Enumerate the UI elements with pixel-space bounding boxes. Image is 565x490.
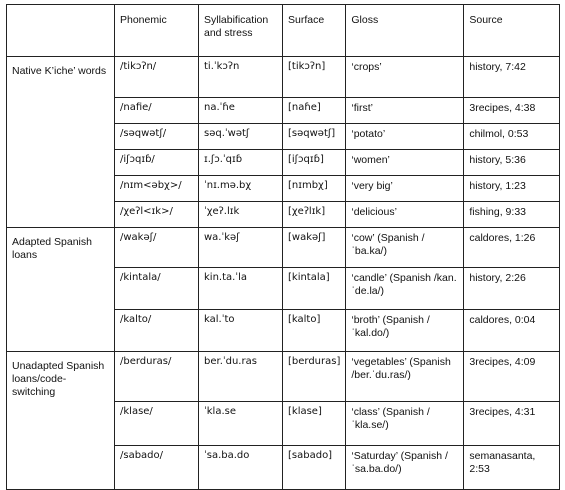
source-cell: 3recipes, 4:38: [464, 98, 560, 124]
header-source: Source: [464, 5, 560, 57]
surface-cell: [iʃɔqɪɓ]: [283, 150, 346, 176]
header-gloss: Gloss: [346, 5, 464, 57]
surface-cell: [nɪmbχ]: [283, 176, 346, 202]
source-cell: fishing, 9:33: [464, 202, 560, 228]
table-row: [7, 57, 560, 98]
source-cell: history, 5:36: [464, 150, 560, 176]
source-cell: 3recipes, 4:31: [464, 402, 560, 446]
source-cell: history, 1:23: [464, 176, 560, 202]
source-cell: semanasanta, 2:53: [464, 446, 560, 490]
source-cell: history, 2:26: [464, 268, 560, 310]
source-cell: chilmol, 0:53: [464, 124, 560, 150]
syllab-cell: ˈχeʔ.lɪk: [199, 202, 283, 228]
header-phonemic: Phonemic: [115, 5, 199, 57]
phonemic-cell: /kintala/: [115, 268, 199, 310]
phonemic-cell: /kalto/: [115, 310, 199, 352]
syllab-cell: ɪ.ʃɔ.ˈqɪɓ: [199, 150, 283, 176]
phonemic-cell: /berduras/: [115, 352, 199, 402]
surface-cell: [wakəʃ]: [283, 228, 346, 268]
syllab-cell: na.ˈɦe: [199, 98, 283, 124]
syllab-cell: ti.ˈkɔʔn: [199, 57, 283, 98]
phonemic-cell: /wakəʃ/: [115, 228, 199, 268]
gloss-cell: ‘Saturday’ (Spanish /ˈsa.ba.do/): [346, 446, 464, 490]
syllab-cell: ber.ˈdu.ras: [199, 352, 283, 402]
syllab-cell: səq.ˈwətʃ: [199, 124, 283, 150]
surface-cell: [kalto]: [283, 310, 346, 352]
category-native: Native K’iche’ words: [7, 57, 115, 228]
source-cell: caldores, 1:26: [464, 228, 560, 268]
category-unadapted: Unadapted Spanish loans/code-switching: [7, 352, 115, 490]
gloss-cell: ‘potato’: [346, 124, 464, 150]
header-syllabification: Syllabification and stress: [199, 5, 283, 57]
surface-cell: [tikɔʔn]: [283, 57, 346, 98]
gloss-cell: ‘crops’: [346, 57, 464, 98]
surface-cell: [klase]: [283, 402, 346, 446]
surface-cell: [naɦe]: [283, 98, 346, 124]
gloss-cell: ‘first’: [346, 98, 464, 124]
phonemic-cell: /klase/: [115, 402, 199, 446]
phonemic-cell: /χeʔl<ɪk>/: [115, 202, 199, 228]
syllab-cell: ˈnɪ.mə.bχ: [199, 176, 283, 202]
gloss-cell: ‘class’ (Spanish /ˈkla.se/): [346, 402, 464, 446]
surface-cell: [sabado]: [283, 446, 346, 490]
source-cell: history, 7:42: [464, 57, 560, 98]
surface-cell: [χeʔlɪk]: [283, 202, 346, 228]
category-adapted: Adapted Spanish loans: [7, 228, 115, 352]
source-cell: caldores, 0:04: [464, 310, 560, 352]
gloss-cell: ‘vegetables’ (Spanish /ber.ˈdu.ras/): [346, 352, 464, 402]
gloss-cell: ‘broth’ (Spanish /ˈkal.do/): [346, 310, 464, 352]
header-row: [7, 5, 560, 57]
surface-cell: [berduras]: [283, 352, 346, 402]
header-surface: Surface: [283, 5, 346, 57]
source-cell: 3recipes, 4:09: [464, 352, 560, 402]
gloss-cell: ‘candle’ (Spanish /kan.ˈde.la/): [346, 268, 464, 310]
syllab-cell: kin.ta.ˈla: [199, 268, 283, 310]
syllab-cell: wa.ˈkəʃ: [199, 228, 283, 268]
surface-cell: [kintala]: [283, 268, 346, 310]
phonemic-cell: /tikɔʔn/: [115, 57, 199, 98]
syllab-cell: ˈsa.ba.do: [199, 446, 283, 490]
phonemic-cell: /iʃɔqɪɓ/: [115, 150, 199, 176]
phonemic-cell: /səqwətʃ/: [115, 124, 199, 150]
gloss-cell: ‘cow’ (Spanish /ˈba.ka/): [346, 228, 464, 268]
phonemic-cell: /nafie/: [115, 98, 199, 124]
header-category: [7, 5, 115, 57]
phonemic-cell: /nɪm<əbχ>/: [115, 176, 199, 202]
gloss-cell: ‘very big’: [346, 176, 464, 202]
table-row: [7, 352, 560, 402]
syllab-cell: ˈkla.se: [199, 402, 283, 446]
table-row: [7, 228, 560, 268]
phonology-table: [6, 4, 560, 490]
phonemic-cell: /sabado/: [115, 446, 199, 490]
syllab-cell: kal.ˈto: [199, 310, 283, 352]
gloss-cell: ‘delicious’: [346, 202, 464, 228]
surface-cell: [səqwətʃ]: [283, 124, 346, 150]
gloss-cell: ‘women’: [346, 150, 464, 176]
